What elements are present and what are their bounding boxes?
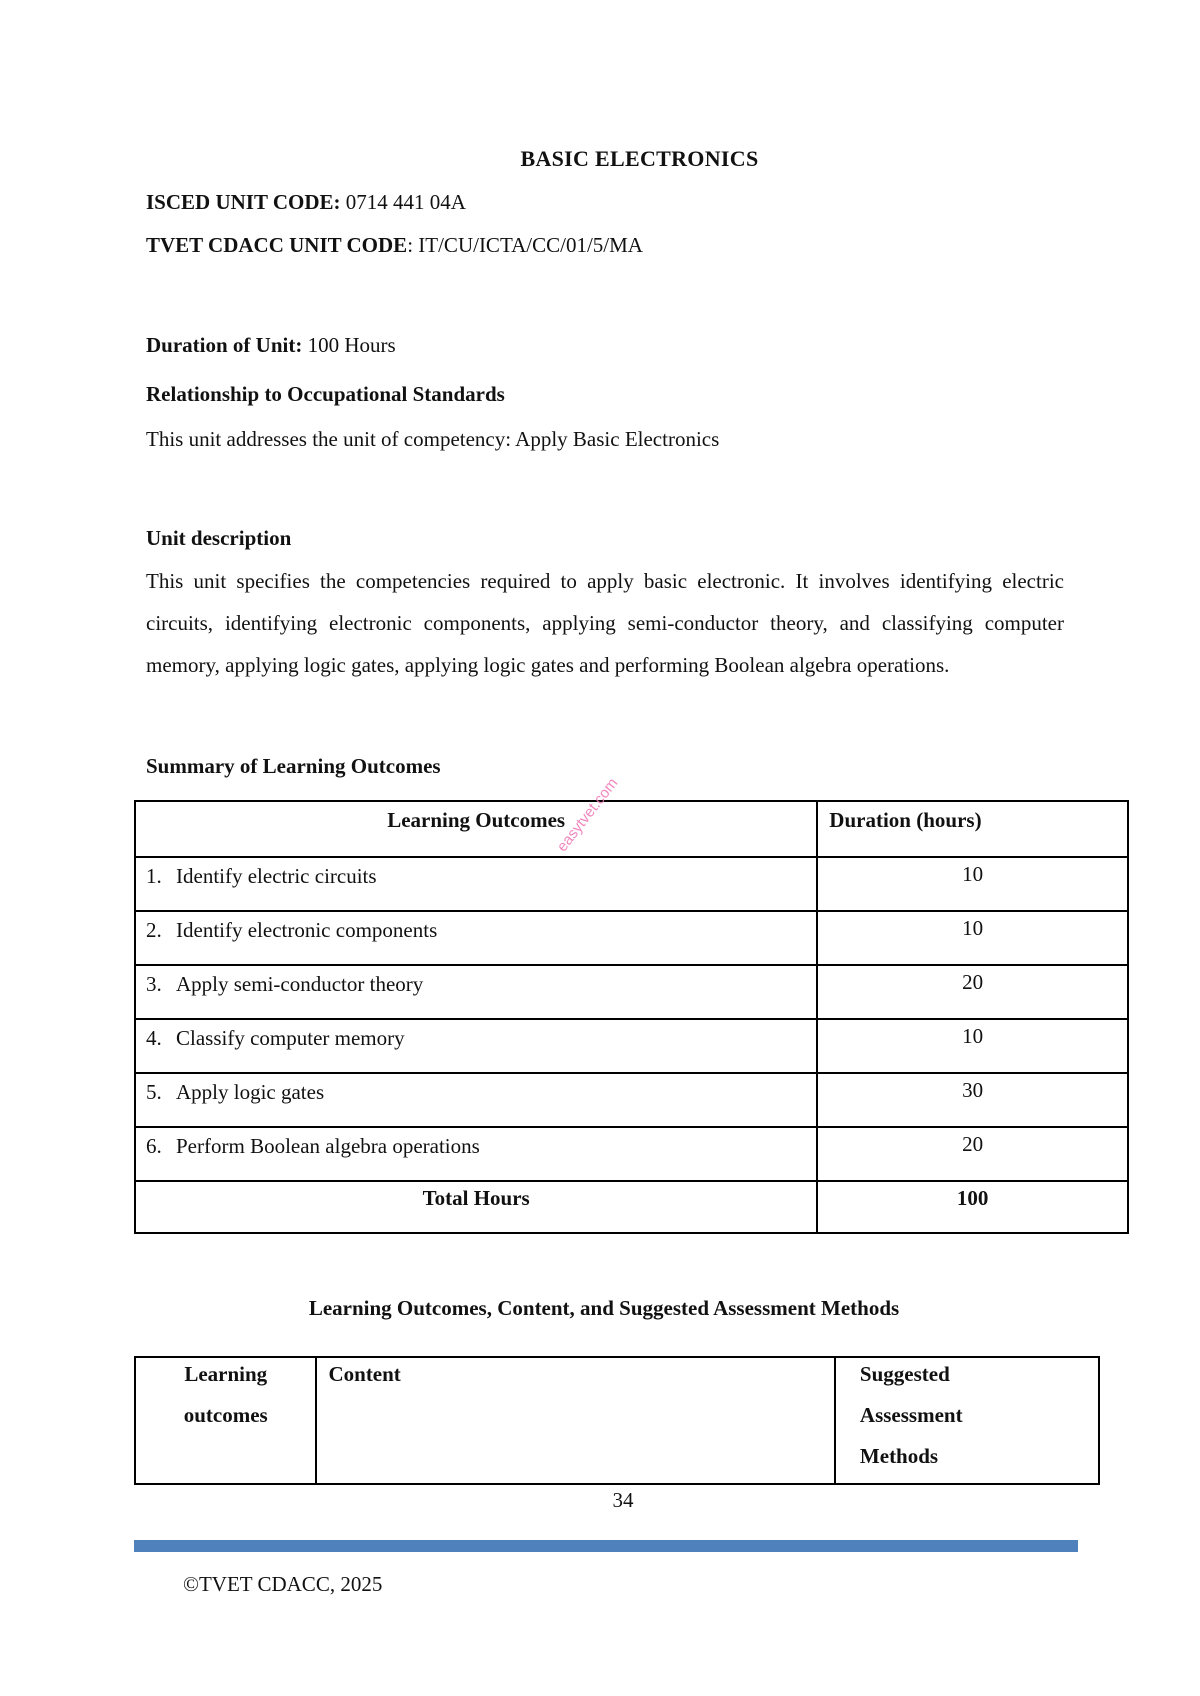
- col-learning-outcomes-header: [135, 1357, 316, 1484]
- hours-cell: 10: [817, 857, 1128, 911]
- table-row: [135, 1019, 1128, 1073]
- hours-cell: 20: [817, 1127, 1128, 1181]
- unit-description-text: This unit specifies the competencies required to apply basic electronic. It involves identifying electric circuits, identifying electronic components, applying semi-conductor theory, and classifying computer memory, applying logic gates, applying logic gates and performing Boolean algebra operations.: [146, 569, 1064, 677]
- total-hours-label: Total Hours: [135, 1181, 817, 1233]
- tvet-separator: :: [407, 233, 414, 257]
- col3-line2: Assessment: [859, 1403, 963, 1427]
- outcome-number: 2.: [146, 918, 162, 942]
- hours-cell: 10: [817, 911, 1128, 965]
- isced-value: 0714 441 04A: [345, 190, 466, 214]
- tvet-unit-code: [146, 233, 643, 258]
- document-title: BASIC ELECTRONICS: [520, 146, 759, 171]
- hours-cell: 20: [817, 965, 1128, 1019]
- outcome-number: 1.: [146, 864, 162, 888]
- footer-rule: [134, 1540, 1078, 1552]
- duration-label: Duration of Unit:: [146, 333, 303, 357]
- duration-value: 100 Hours: [307, 333, 396, 357]
- outcome-cell: [135, 1019, 817, 1073]
- outcome-number: 5.: [146, 1080, 162, 1104]
- table-row: [135, 857, 1128, 911]
- col1-line1: Learning: [184, 1362, 268, 1386]
- col-duration: Duration (hours): [817, 801, 1128, 857]
- col-content-header: [316, 1357, 834, 1484]
- col3-line3: Methods: [859, 1444, 939, 1468]
- tvet-value: IT/CU/ICTA/CC/01/5/MA: [418, 233, 643, 257]
- watermark: easytvet.com: [553, 774, 622, 855]
- outcome-cell: [135, 857, 817, 911]
- col1-line2: outcomes: [183, 1403, 268, 1427]
- total-row: [135, 1181, 1128, 1233]
- outcome-number: 4.: [146, 1026, 162, 1050]
- hours-cell: 30: [817, 1073, 1128, 1127]
- total-hours-value: 100: [817, 1181, 1128, 1233]
- col3-line1: Suggested: [859, 1362, 950, 1386]
- outcome-text: Identify electric circuits: [176, 864, 377, 888]
- hours-cell: 10: [817, 1019, 1128, 1073]
- outcome-cell: [135, 1073, 817, 1127]
- outcome-cell: [135, 911, 817, 965]
- footer-copyright: ©TVET CDACC, 2025: [183, 1572, 383, 1596]
- lo-content-table: [134, 1356, 1100, 1485]
- outcome-cell: [135, 965, 817, 1019]
- isced-unit-code: [146, 190, 466, 215]
- table-row: [135, 1073, 1128, 1127]
- col-learning-outcomes: Learning Outcomes: [135, 801, 817, 857]
- summary-heading: Summary of Learning Outcomes: [146, 754, 441, 778]
- outcome-text: Identify electronic components: [176, 918, 438, 942]
- unit-duration: [146, 333, 396, 358]
- relationship-text: This unit addresses the unit of competency: Apply Basic Electronics: [146, 427, 720, 451]
- outcome-cell: [135, 1127, 817, 1181]
- isced-label: ISCED UNIT CODE:: [146, 190, 341, 214]
- tvet-label: TVET CDACC UNIT CODE: [146, 233, 408, 257]
- outcome-text: Apply logic gates: [176, 1080, 325, 1104]
- outcome-text: Classify computer memory: [176, 1026, 405, 1050]
- outcome-text: Apply semi-conductor theory: [176, 972, 424, 996]
- relationship-heading: Relationship to Occupational Standards: [146, 382, 505, 406]
- col-assessment-header: [835, 1357, 1099, 1484]
- outcome-text: Perform Boolean algebra operations: [176, 1134, 480, 1158]
- lo-content-heading: Learning Outcomes, Content, and Suggested Assessment Methods: [308, 1296, 900, 1320]
- lo-table-header-row: [135, 1357, 1099, 1484]
- summary-table: [134, 800, 1129, 1234]
- page-number: 34: [612, 1488, 634, 1512]
- outcome-number: 3.: [146, 972, 162, 996]
- summary-header-row: [135, 801, 1128, 857]
- col2-label: Content: [328, 1362, 401, 1386]
- outcome-number: 6.: [146, 1134, 162, 1158]
- unit-description-heading: Unit description: [146, 526, 292, 550]
- table-row: [135, 965, 1128, 1019]
- table-row: [135, 1127, 1128, 1181]
- table-row: [135, 911, 1128, 965]
